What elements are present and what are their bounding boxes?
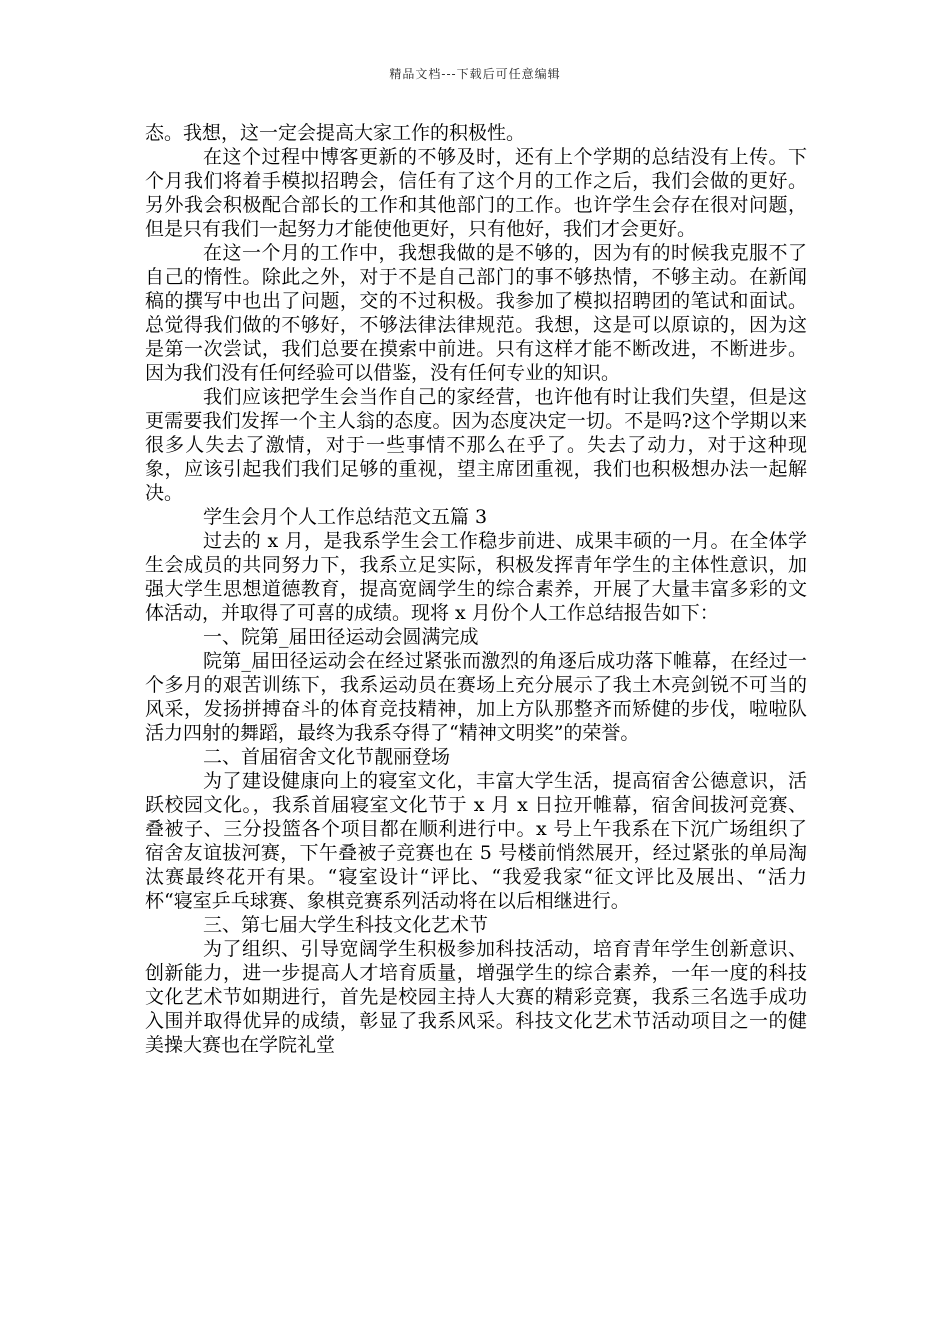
section-heading: 三、第七届大学生科技文化艺术节 (203, 914, 489, 936)
section-title: 学生会月个人工作总结范文五篇 3 (203, 506, 488, 528)
document-body (145, 121, 807, 1057)
paragraph: 态。我想，这一定会提高大家工作的积极性。 (145, 122, 526, 144)
paragraph: 在这个过程中博客更新的不够及时，还有上个学期的总结没有上传。下个月我们将着手模拟招聘会，信任有了这个月的工作之后，我们会做的更好。另外我会积极配合部长的工作和其他部门的工作。也许学生会存在很对问题，但是只有我们一起努力才能使他更好，只有他好，我们才会更好。 (145, 146, 807, 240)
page-header: 精品文档---下载后可任意编辑 (389, 67, 561, 81)
paragraph: 过去的 x 月，是我系学生会工作稳步前进、成果丰硕的一月。在全体学生会成员的共同努力下，我系立足实际，积极发挥青年学生的主体性意识，加强大学生思想道德教育，提高宽阔学生的综合素养，开展了大量丰富多彩的文体活动，并取得了可喜的成绩。现将 x 月份个人工作总结报告如下： (145, 530, 807, 624)
paragraph: 院第_届田径运动会在经过紧张而激烈的角逐后成功落下帷幕，在经过一个多月的艰苦训练下，我系运动员在赛场上充分展示了我土木亮剑锐不可当的风采，发扬拼搏奋斗的体育竞技精神，加上方队那整齐而矫健的步伐，啦啦队活力四射的舞蹈，最终为我系夺得了“精神文明奖”的荣誉。 (145, 650, 807, 744)
paragraph: 我们应该把学生会当作自己的家经营，也许他有时让我们失望，但是这更需要我们发挥一个主人翁的态度。因为态度决定一切。不是吗?这个学期以来很多人失去了激情，对于一些事情不那么在乎了。失去了动力，对于这种现象，应该引起我们我们足够的重视，望主席团重视，我们也积极想办法一起解决。 (145, 386, 807, 504)
section-heading: 一、院第_届田径运动会圆满完成 (203, 626, 479, 648)
paragraph: 为了建设健康向上的寝室文化，丰富大学生活，提高宿舍公德意识，活跃校园文化。，我系首届寝室文化节于 x 月 x 日拉开帷幕，宿舍间拔河竞赛、叠被子、三分投篮各个项目都在顺利进行中。x 号上午我系在下沉广场组织了宿舍友谊拔河赛，下午叠被子竞赛也在 5 号楼前悄然展开，经过紧张的单局淘汰赛最终花开有果。“寝室设计“评比、“我爱我家“征文评比及展出、“活力杯“寝室乒乓球赛、象棋竞赛系列活动将在以后相继进行。 (145, 770, 807, 912)
section-heading: 二、首届宿舍文化节靓丽登场 (203, 746, 451, 768)
paragraph: 为了组织、引导宽阔学生积极参加科技活动，培育青年学生创新意识、创新能力，进一步提高人才培育质量，增强学生的综合素养，一年一度的科技文化艺术节如期进行，首先是校园主持人大赛的精彩竞赛，我系三名选手成功入围并取得优异的成绩，彰显了我系风采。科技文化艺术节活动项目之一的健美操大赛也在学院礼堂 (145, 938, 807, 1056)
paragraph: 在这一个月的工作中，我想我做的是不够的，因为有的时候我克服不了自己的惰性。除此之外，对于不是自己部门的事不够热情，不够主动。在新闻稿的撰写中也出了问题，交的不过积极。我参加了模拟招聘团的笔试和面试。总觉得我们做的不够好，不够法律法律规范。我想，这是可以原谅的，因为这是第一次尝试，我们总要在摸索中前进。只有这样才能不断改进，不断进步。因为我们没有任何经验可以借鉴，没有任何专业的知识。 (145, 242, 807, 384)
